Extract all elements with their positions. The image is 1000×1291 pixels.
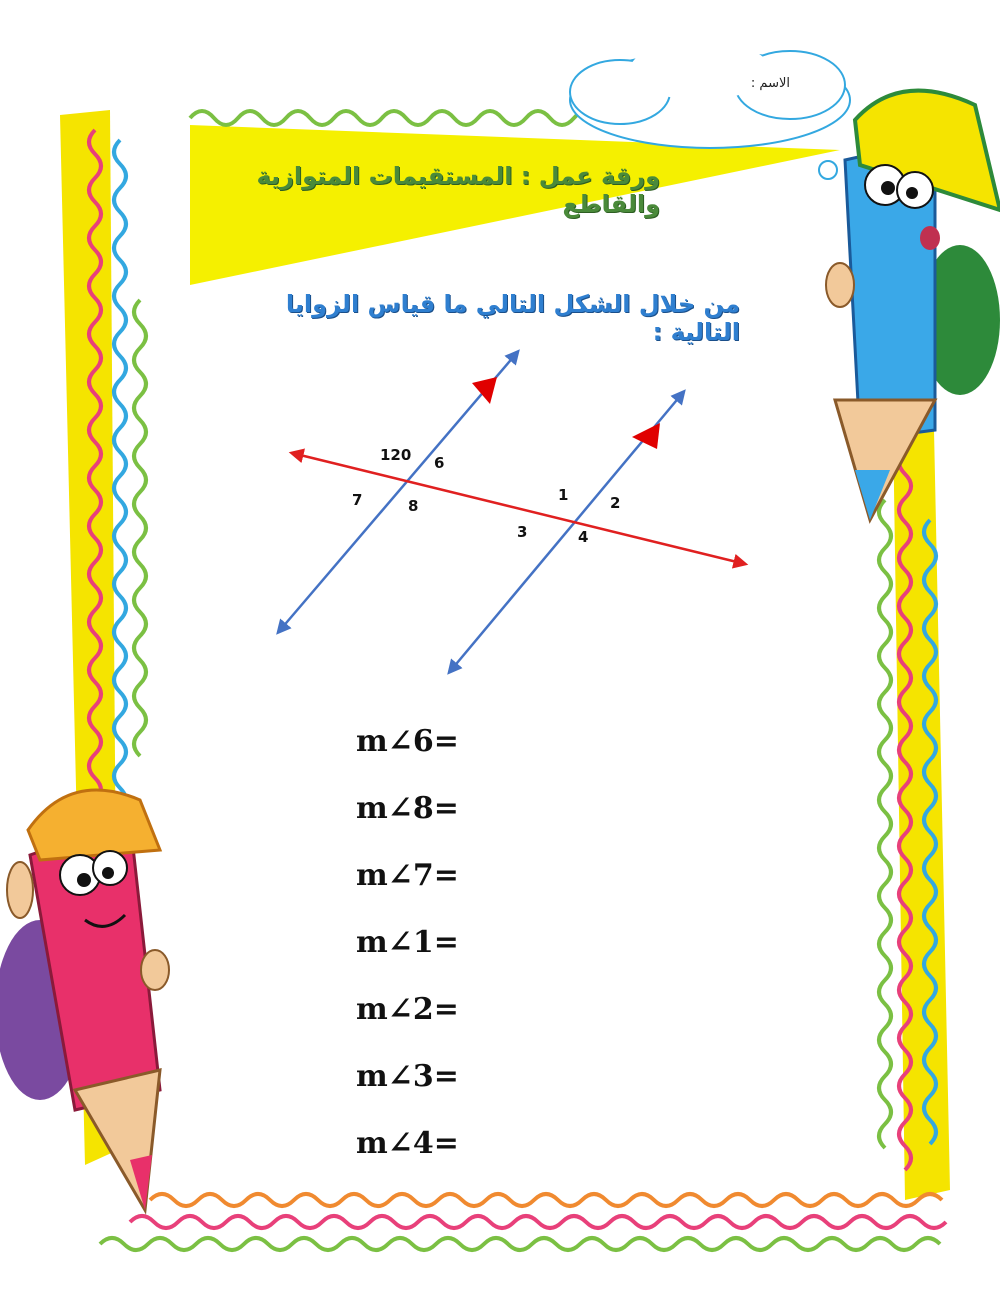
transversal-line — [296, 454, 741, 563]
question-text: من خلال الشكل التالي ما قياس الزوايا التالية : — [285, 290, 740, 346]
given-angle-label: 120 — [380, 446, 412, 464]
angle-3-label: 3 — [517, 523, 528, 541]
answer-angle-3[interactable]: m∠3= — [356, 1059, 459, 1094]
answer-angle-6[interactable]: m∠6= — [356, 724, 459, 759]
answer-angle-7[interactable]: m∠7= — [356, 858, 459, 893]
answer-angle-2[interactable]: m∠2= — [356, 992, 459, 1027]
angle-8-label: 8 — [408, 497, 419, 515]
parallel-line-left — [281, 355, 515, 629]
angle-1-label: 1 — [558, 486, 569, 504]
angle-4-label: 4 — [578, 528, 589, 546]
answer-angle-8[interactable]: m∠8= — [356, 791, 459, 826]
name-label: الاسم : — [750, 76, 790, 91]
parallel-mark-right — [632, 423, 660, 449]
answer-list — [356, 722, 459, 1191]
angle-2-label: 2 — [610, 494, 621, 512]
answer-angle-4[interactable]: m∠4= — [356, 1126, 459, 1161]
worksheet-title: ورقة عمل : المستقيمات المتوازية والقاطع — [256, 162, 660, 218]
answer-angle-1[interactable]: m∠1= — [356, 925, 459, 960]
angle-7-label: 7 — [352, 491, 363, 509]
angle-6-label: 6 — [434, 454, 445, 472]
